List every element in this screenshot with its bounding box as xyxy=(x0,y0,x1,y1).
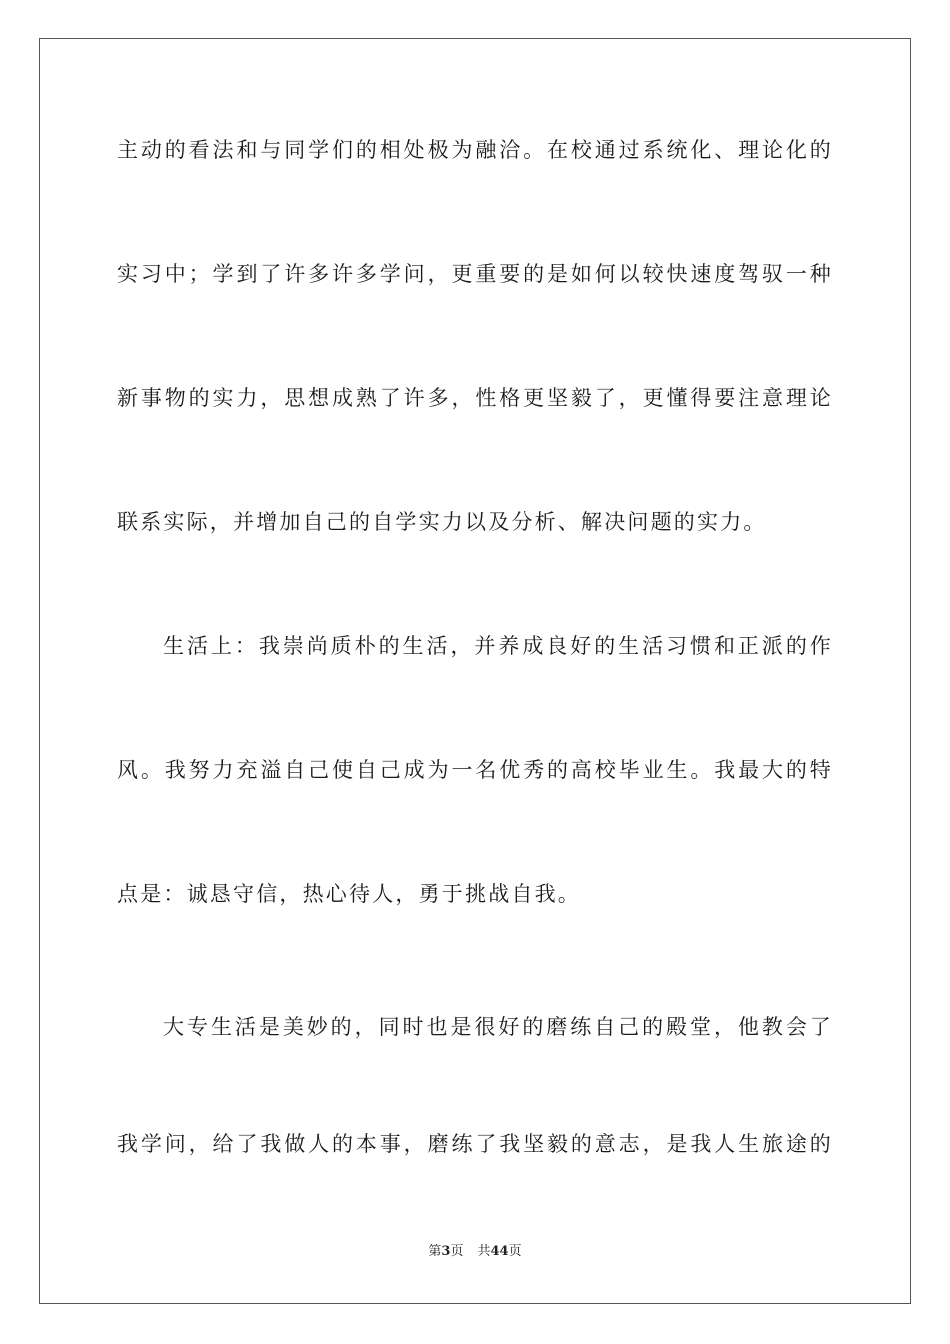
paragraph-start-line: 生活上：我崇尚质朴的生活，并养成良好的生活习惯和正派的作 xyxy=(163,634,833,658)
total-pages: 44 xyxy=(490,1244,509,1259)
text-line: 新事物的实力，思想成熟了许多，性格更坚毅了，更懂得要注意理论 xyxy=(117,386,833,410)
paragraph-start-line: 大专生活是美妙的，同时也是很好的磨练自己的殿堂，他教会了 xyxy=(163,1015,833,1039)
text-line: 我学问，给了我做人的本事，磨练了我坚毅的意志，是我人生旅途的 xyxy=(117,1132,833,1156)
page-prefix: 第 xyxy=(428,1244,442,1259)
page-border xyxy=(39,38,911,1304)
text-line: 风。我努力充溢自己使自己成为一名优秀的高校毕业生。我最大的特 xyxy=(117,758,833,782)
text-line: 联系实际，并增加自己的自学实力以及分析、解决问题的实力。 xyxy=(117,510,767,534)
total-prefix: 共 xyxy=(477,1244,491,1259)
page-footer xyxy=(0,1243,950,1261)
text-line: 实习中；学到了许多许多学问，更重要的是如何以较快速度驾驭一种 xyxy=(117,262,833,286)
total-suffix: 页 xyxy=(508,1244,522,1259)
text-line: 点是：诚恳守信，热心待人，勇于挑战自我。 xyxy=(117,882,581,906)
page-number: 3 xyxy=(441,1244,451,1259)
text-line: 主动的看法和与同学们的相处极为融洽。在校通过系统化、理论化的 xyxy=(117,138,833,162)
page-suffix: 页 xyxy=(450,1244,464,1259)
